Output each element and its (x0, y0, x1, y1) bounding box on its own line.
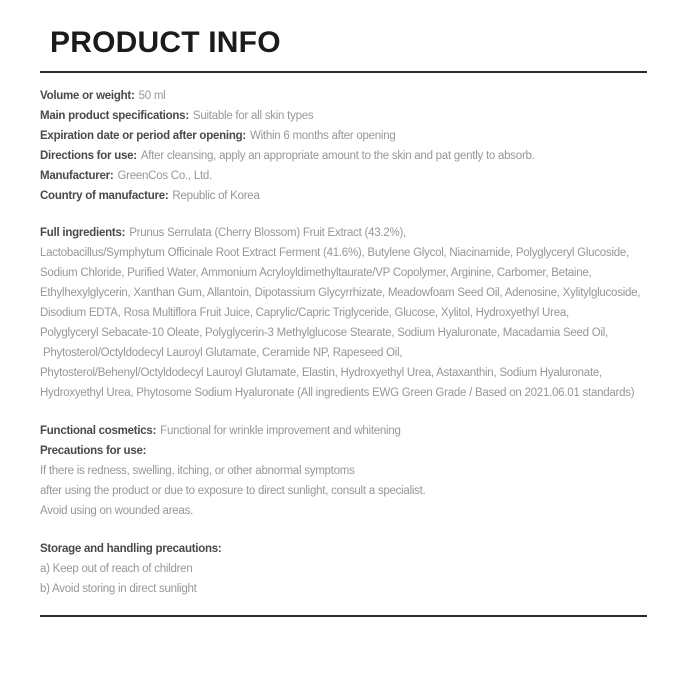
functional-row (40, 421, 647, 441)
ingredients-line: Lactobacillus/Symphytum Officinale Root Extract Ferment (41.6%), Butylene Glycol, Niacinamide, Polyglyceryl Glucoside, (40, 247, 629, 259)
spec-value: Republic of Korea (172, 190, 260, 202)
spec-row-expiration (40, 126, 647, 146)
precautions-line: after using the product or due to exposure to direct sunlight, consult a specialist. (40, 485, 426, 497)
spec-value: GreenCos Co., Ltd. (117, 170, 213, 182)
spec-row-specifications (40, 106, 647, 126)
functional-label: Functional cosmetics: (40, 425, 157, 437)
precautions-line: If there is redness, swelling, itching, or other abnormal symptoms (40, 465, 355, 477)
storage-line: a) Keep out of reach of children (40, 563, 193, 575)
ingredients-line: Phytosterol/Behenyl/Octyldodecyl Lauroyl Glutamate, Elastin, Hydroxyethyl Urea, Astaxanthin, Sodium Hyaluronate, (40, 367, 602, 379)
spec-row-directions (40, 146, 647, 166)
ingredients-line: Phytosterol/Octyldodecyl Lauroyl Glutamate, Ceramide NP, Rapeseed Oil, (40, 347, 403, 359)
precautions-label: Precautions for use: (40, 445, 147, 457)
spec-value: Within 6 months after opening (249, 130, 396, 142)
ingredients-line: Hydroxyethyl Urea, Phytosome Sodium Hyaluronate (All ingredients EWG Green Grade / Based on 2021.06.01 standards) (40, 387, 635, 399)
spec-row-volume (40, 86, 647, 106)
storage-label: Storage and handling precautions: (40, 543, 222, 555)
ingredients-first-row (40, 223, 647, 243)
spec-label: Volume or weight: (40, 90, 135, 102)
spec-label: Directions for use: (40, 150, 137, 162)
precautions-line: Avoid using on wounded areas. (40, 505, 194, 517)
spec-label: Country of manufacture: (40, 190, 169, 202)
page-title: PRODUCT INFO (50, 26, 281, 59)
storage-label-row (40, 539, 647, 559)
ingredients-line: Sodium Chloride, Purified Water, Ammonium Acryloyldimethyltaurate/VP Copolymer, Arginine, Carbomer, Betaine, (40, 267, 592, 279)
spec-label: Manufacturer: (40, 170, 114, 182)
ingredients-line: Polyglyceryl Sebacate-10 Oleate, Polyglycerin-3 Methylglucose Stearate, Sodium Hyaluronate, Macadamia Seed Oil, (40, 327, 608, 339)
spec-label: Main product specifications: (40, 110, 189, 122)
top-divider (40, 71, 647, 73)
ingredients-section (40, 223, 647, 403)
functional-value: Functional for wrinkle improvement and whitening (160, 425, 401, 437)
storage-line: b) Avoid storing in direct sunlight (40, 583, 197, 595)
ingredients-label: Full ingredients: (40, 227, 126, 239)
spec-value: Suitable for all skin types (192, 110, 314, 122)
precautions-label-row (40, 441, 647, 461)
bottom-divider (40, 615, 647, 617)
ingredients-line: Prunus Serrulata (Cherry Blossom) Fruit Extract (43.2%), (129, 227, 406, 239)
spec-value: 50 ml (138, 90, 166, 102)
spec-row-manufacturer (40, 166, 647, 186)
spec-row-country (40, 186, 647, 206)
spec-list (40, 86, 647, 206)
ingredients-line: Disodium EDTA, Rosa Multiflora Fruit Juice, Caprylic/Capric Triglyceride, Glucose, Xylitol, Hydroxyethyl Urea, (40, 307, 569, 319)
spec-label: Expiration date or period after opening: (40, 130, 246, 142)
product-info-content (0, 26, 679, 617)
ingredients-line: Ethylhexylglycerin, Xanthan Gum, Allantoin, Dipotassium Glycyrrhizate, Meadowfoam Seed Oil, Adenosine, Xylitylglucoside, (40, 287, 641, 299)
functional-precautions-section (40, 421, 647, 521)
spec-value: After cleansing, apply an appropriate amount to the skin and pat gently to absorb. (140, 150, 535, 162)
storage-section (40, 539, 647, 599)
